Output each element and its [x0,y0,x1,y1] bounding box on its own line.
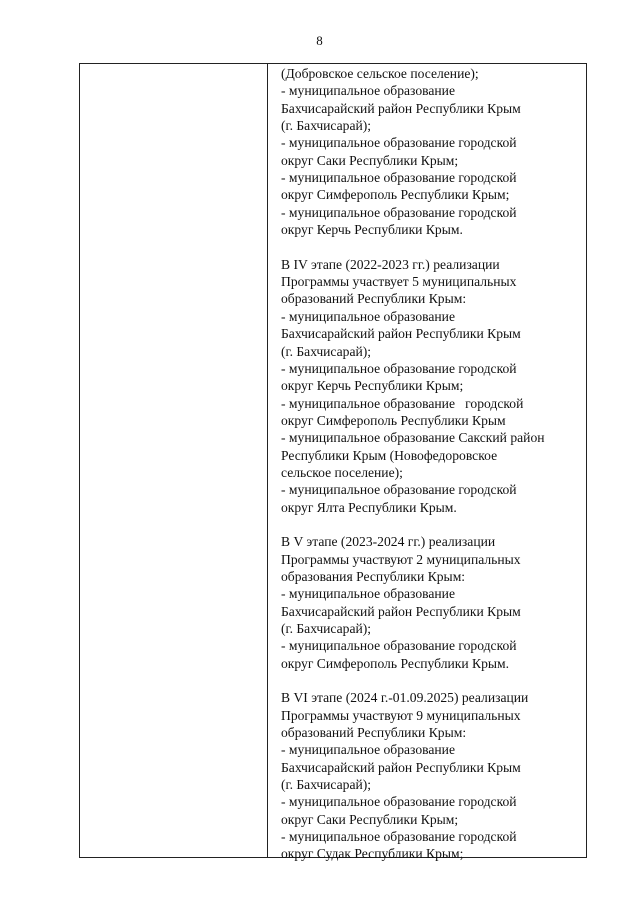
text-line: Программы участвует 5 муниципальных [281,274,517,290]
text-line: округ Симферополь Республики Крым; [281,187,510,203]
text-line: образований Республики Крым: [281,725,467,741]
text-line: округ Ялта Республики Крым. [281,499,457,515]
intro-block [281,65,581,238]
text-line: Бахчисарайский район Республики Крым [281,603,521,619]
text-line: - муниципальное образование [281,308,455,324]
stage-4-block [281,256,581,516]
stage-6-block [281,689,581,862]
text-line: (г. Бахчисарай); [281,343,372,359]
text-line: округ Керчь Республики Крым; [281,378,464,394]
text-line: - муниципальное образование [281,586,455,602]
text-line: округ Саки Республики Крым; [281,152,459,168]
text-line: - муниципальное образование городской [281,135,517,151]
text-line: - муниципальное образование Сакский район [281,430,545,446]
text-line: - муниципальное образование городской [281,638,517,654]
text-line: (г. Бахчисарай); [281,621,372,636]
text-line: - муниципальное образование городской [281,794,517,810]
text-line: - муниципальное образование [281,83,455,99]
text-line: - муниципальное образование городской [281,482,517,498]
text-line: В V этапе (2023-2024 гг.) реализации [281,534,496,550]
text-line: округ Симферополь Республики Крым [281,412,506,428]
text-line: Программы участвуют 9 муниципальных [281,707,521,723]
text-line: В IV этапе (2022-2023 гг.) реализации [281,256,500,272]
paragraph-spacer [281,238,581,255]
text-line: - муниципальное образование городской [281,360,517,376]
text-line: (Добровское сельское поселение); [281,66,479,81]
text-line: Программы участвуют 2 муниципальных [281,551,521,567]
text-line: Бахчисарайский район Республики Крым [281,100,521,116]
text-line: - муниципальное образование городской [281,829,517,845]
column-divider [267,64,268,857]
page-number: 8 [316,33,323,48]
text-line: округ Симферополь Республики Крым. [281,655,510,671]
text-line: сельское поселение); [281,464,403,480]
table-cell-right [281,65,581,863]
text-line: - муниципальное образование городской [281,204,517,220]
paragraph-spacer [281,516,581,533]
text-line: образований Республики Крым: [281,291,467,307]
text-line: Бахчисарайский район Республики Крым [281,759,521,775]
text-line: (г. Бахчисарай); [281,777,372,793]
document-table [79,63,587,862]
paragraph-spacer [281,672,581,689]
text-line: - муниципальное образование [281,742,455,758]
text-line: округ Керчь Республики Крым. [281,222,463,238]
text-line: округ Саки Республики Крым; [281,811,459,827]
text-line: - муниципальное образование городской [281,395,524,411]
text-line: образования Республики Крым: [281,568,466,584]
text-line: Бахчисарайский район Республики Крым [281,326,521,342]
text-line: Республики Крым (Новофедоровское [281,447,498,463]
text-line: (г. Бахчисарай); [281,118,372,134]
text-line: В VI этапе (2024 г.-01.09.2025) реализации [281,690,529,706]
text-line: округ Судак Республики Крым; [281,846,464,862]
text-line: - муниципальное образование городской [281,170,517,186]
stage-5-block [281,533,581,672]
